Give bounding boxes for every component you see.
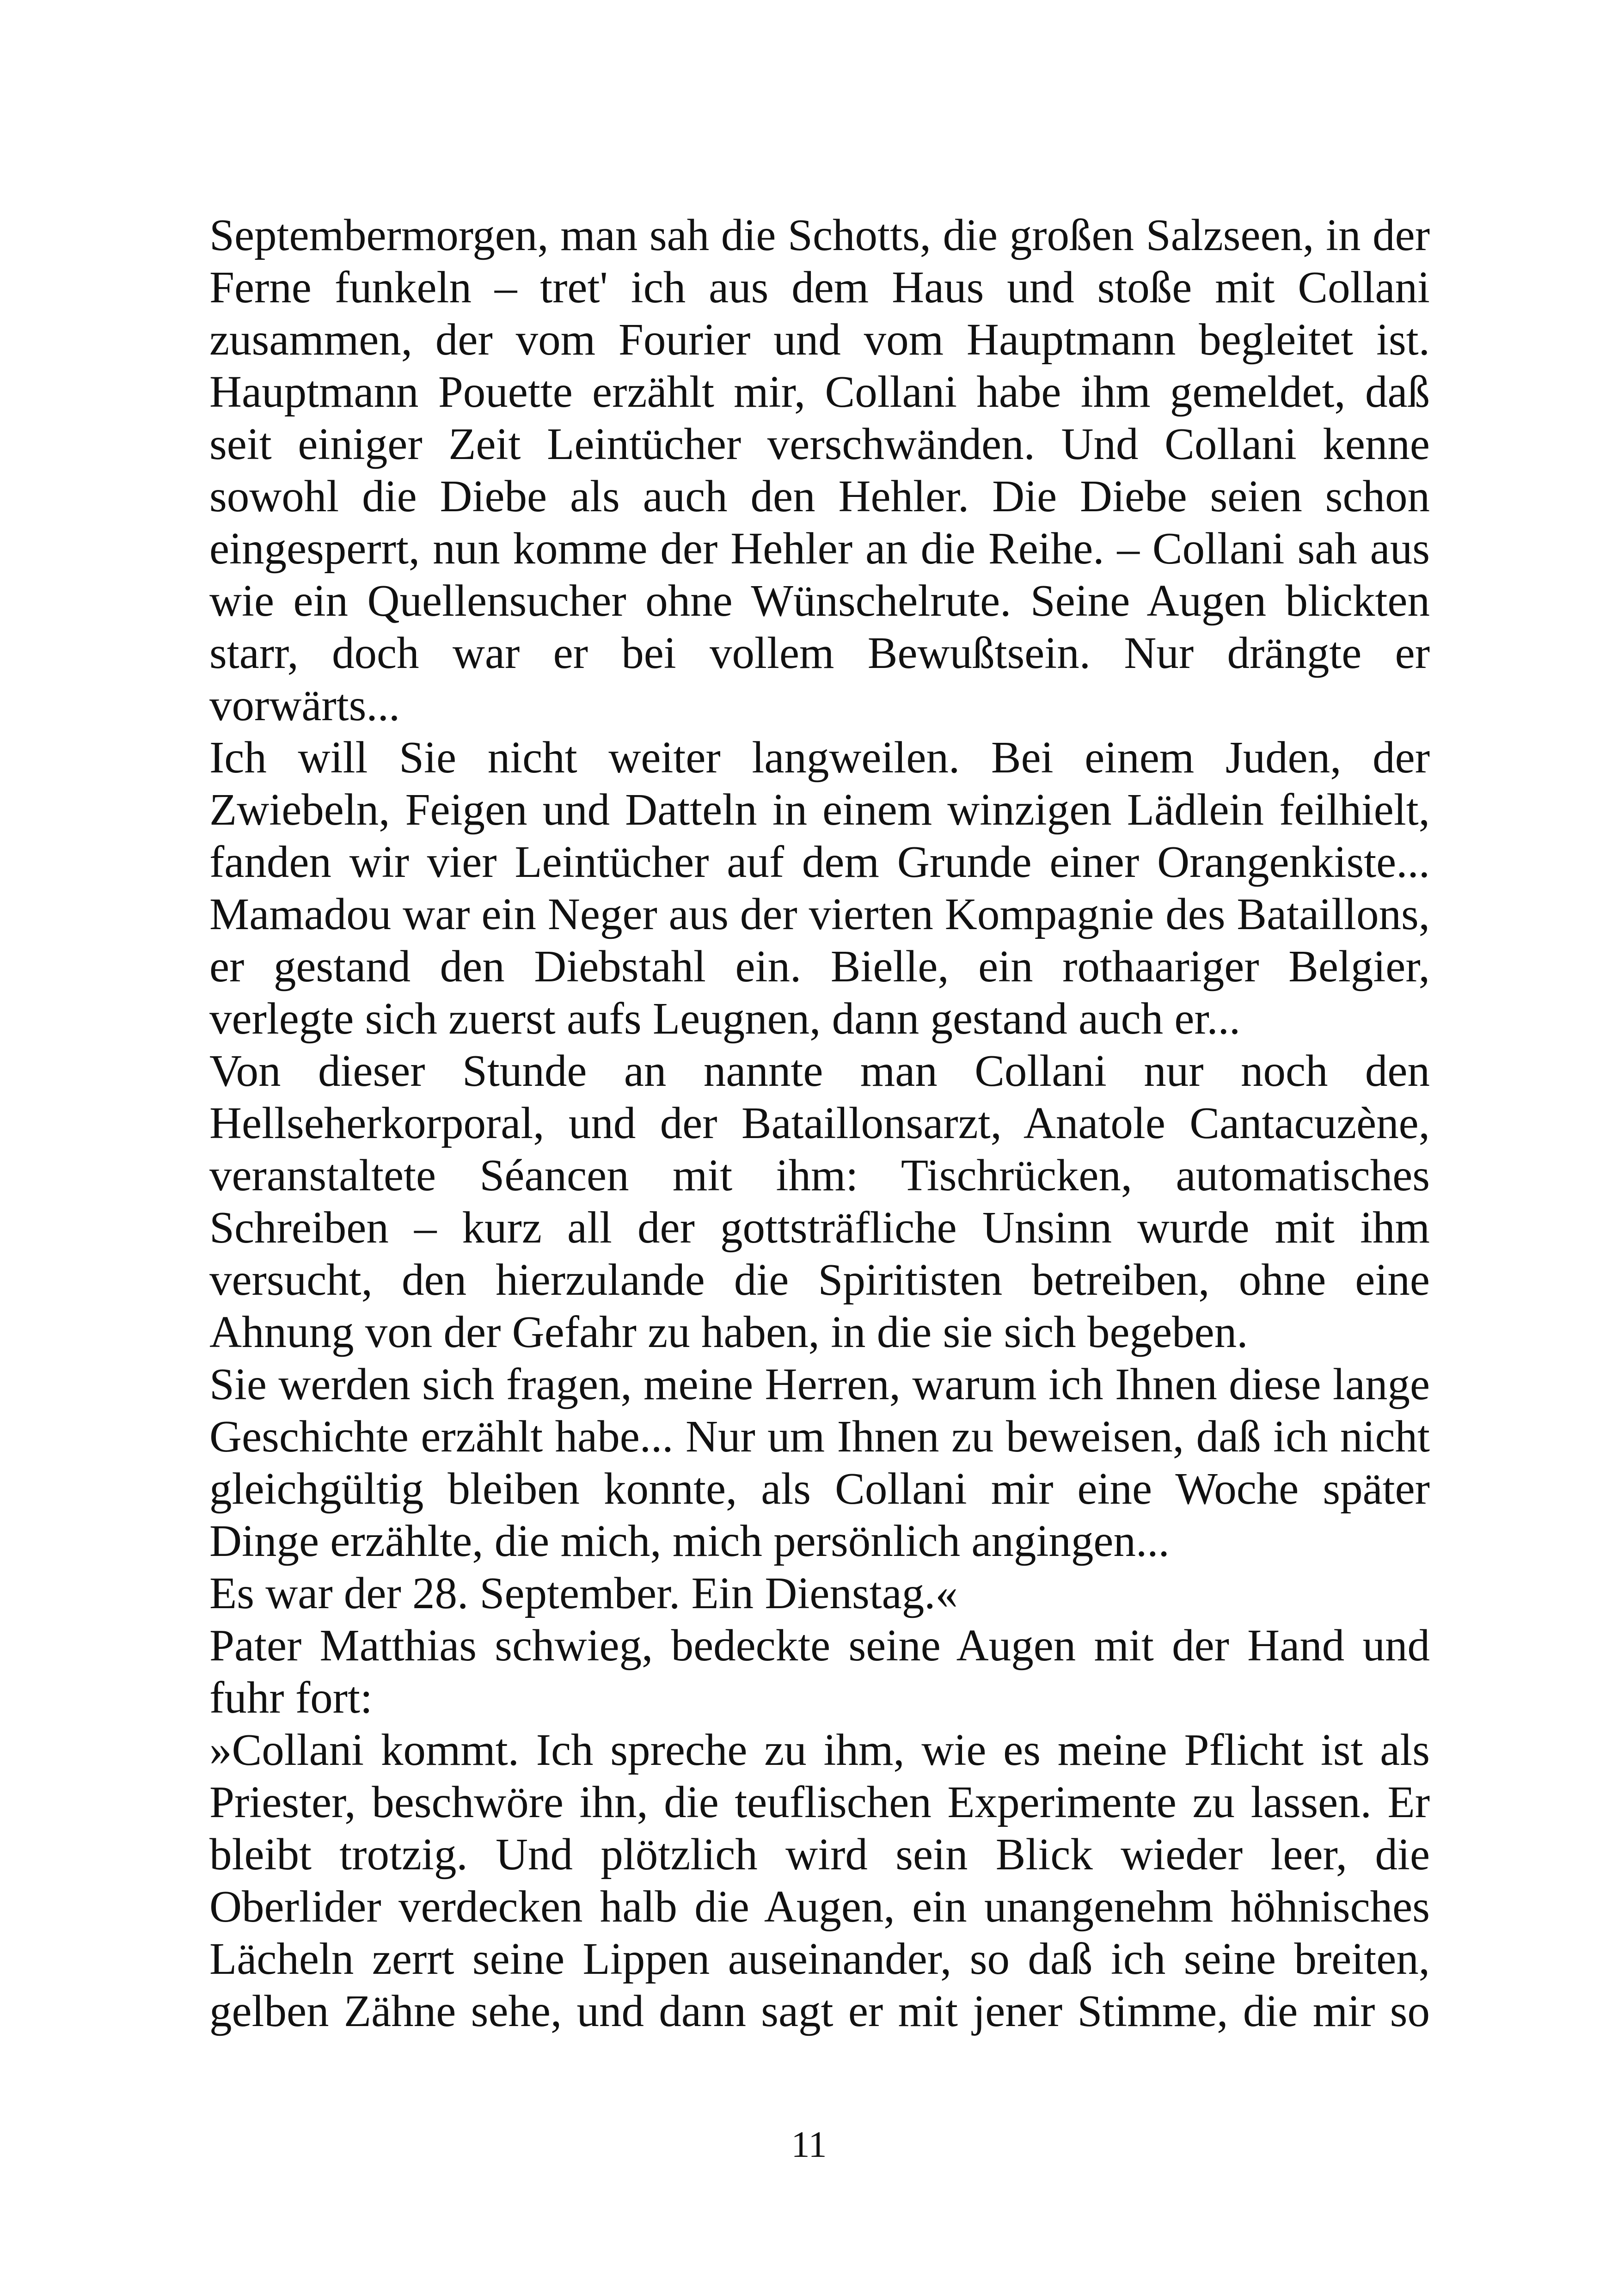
paragraph-5: Es war der 28. September. Ein Dienstag.«	[209, 1568, 958, 1618]
paragraph-6: Pater Matthias schwieg, bedeckte seine Augen mit der Hand und fuhr fort:	[209, 1621, 1430, 1722]
paragraph-1: Septembermorgen, man sah die Schotts, die großen Salzseen, in der Ferne funkeln – tret' ich aus dem Haus und stoße mit Collani zusammen, der vom Fourier und vom Hauptmann begleitet ist. Hauptmann Pouette erzählt mir, Collani habe ihm gemeldet, daß seit einiger Zeit Leintücher verschwänden. Und Collani kenne sowohl die Diebe als auch den Hehler. Die Diebe seien schon eingesperrt, nun komme der Hehler an die Reihe. – Collani sah aus wie ein Quellensucher ohne Wünschelrute. Seine Augen blickten starr, doch war er bei vollem Bewußtsein. Nur drängte er vorwärts...	[209, 210, 1430, 730]
paragraph-2: Ich will Sie nicht weiter langweilen. Bei einem Juden, der Zwiebeln, Feigen und Datteln in einem winzigen Lädlein feilhielt, fanden wir vier Leintücher auf dem Grunde einer Orangenkiste... Mamadou war ein Neger aus der vierten Kompagnie des Bataillons, er gestand den Diebstahl ein. Bielle, ein rothaariger Belgier, verlegte sich zuerst aufs Leugnen, dann gestand auch er...	[209, 733, 1430, 1043]
paragraph-7: »Collani kommt. Ich spreche zu ihm, wie es meine Pflicht ist als Priester, beschwöre ihn, die teuflischen Experimente zu lassen. Er bleibt trotzig. Und plötzlich wird sein Blick wieder leer, die Oberlider verdecken halb die Augen, ein unangenehm höhnisches Lächeln zerrt seine Lippen auseinander, so daß ich seine breiten, gelben Zähne sehe, und dann sagt er mit jener Stimme, die mir so	[209, 1725, 1430, 2036]
paragraph-4: Sie werden sich fragen, meine Herren, warum ich Ihnen diese lange Geschichte erzählt habe... Nur um Ihnen zu beweisen, daß ich nicht gleichgültig bleiben konnte, als Collani mir eine Woche später Dinge erzählte, die mich, mich persönlich angingen...	[209, 1359, 1430, 1566]
body-text	[209, 209, 1430, 2037]
paragraph-3: Von dieser Stunde an nannte man Collani nur noch den Hellseherkorporal, und der Bataillonsarzt, Anatole Cantacuzène, veranstaltete Séancen mit ihm: Tischrücken, automatisches Schreiben – kurz all der gottsträfliche Unsinn wurde mit ihm versucht, den hierzulande die Spiritisten betreiben, ohne eine Ahnung von der Gefahr zu haben, in die sie sich begeben.	[209, 1046, 1430, 1357]
page-number: 11	[791, 2125, 827, 2165]
